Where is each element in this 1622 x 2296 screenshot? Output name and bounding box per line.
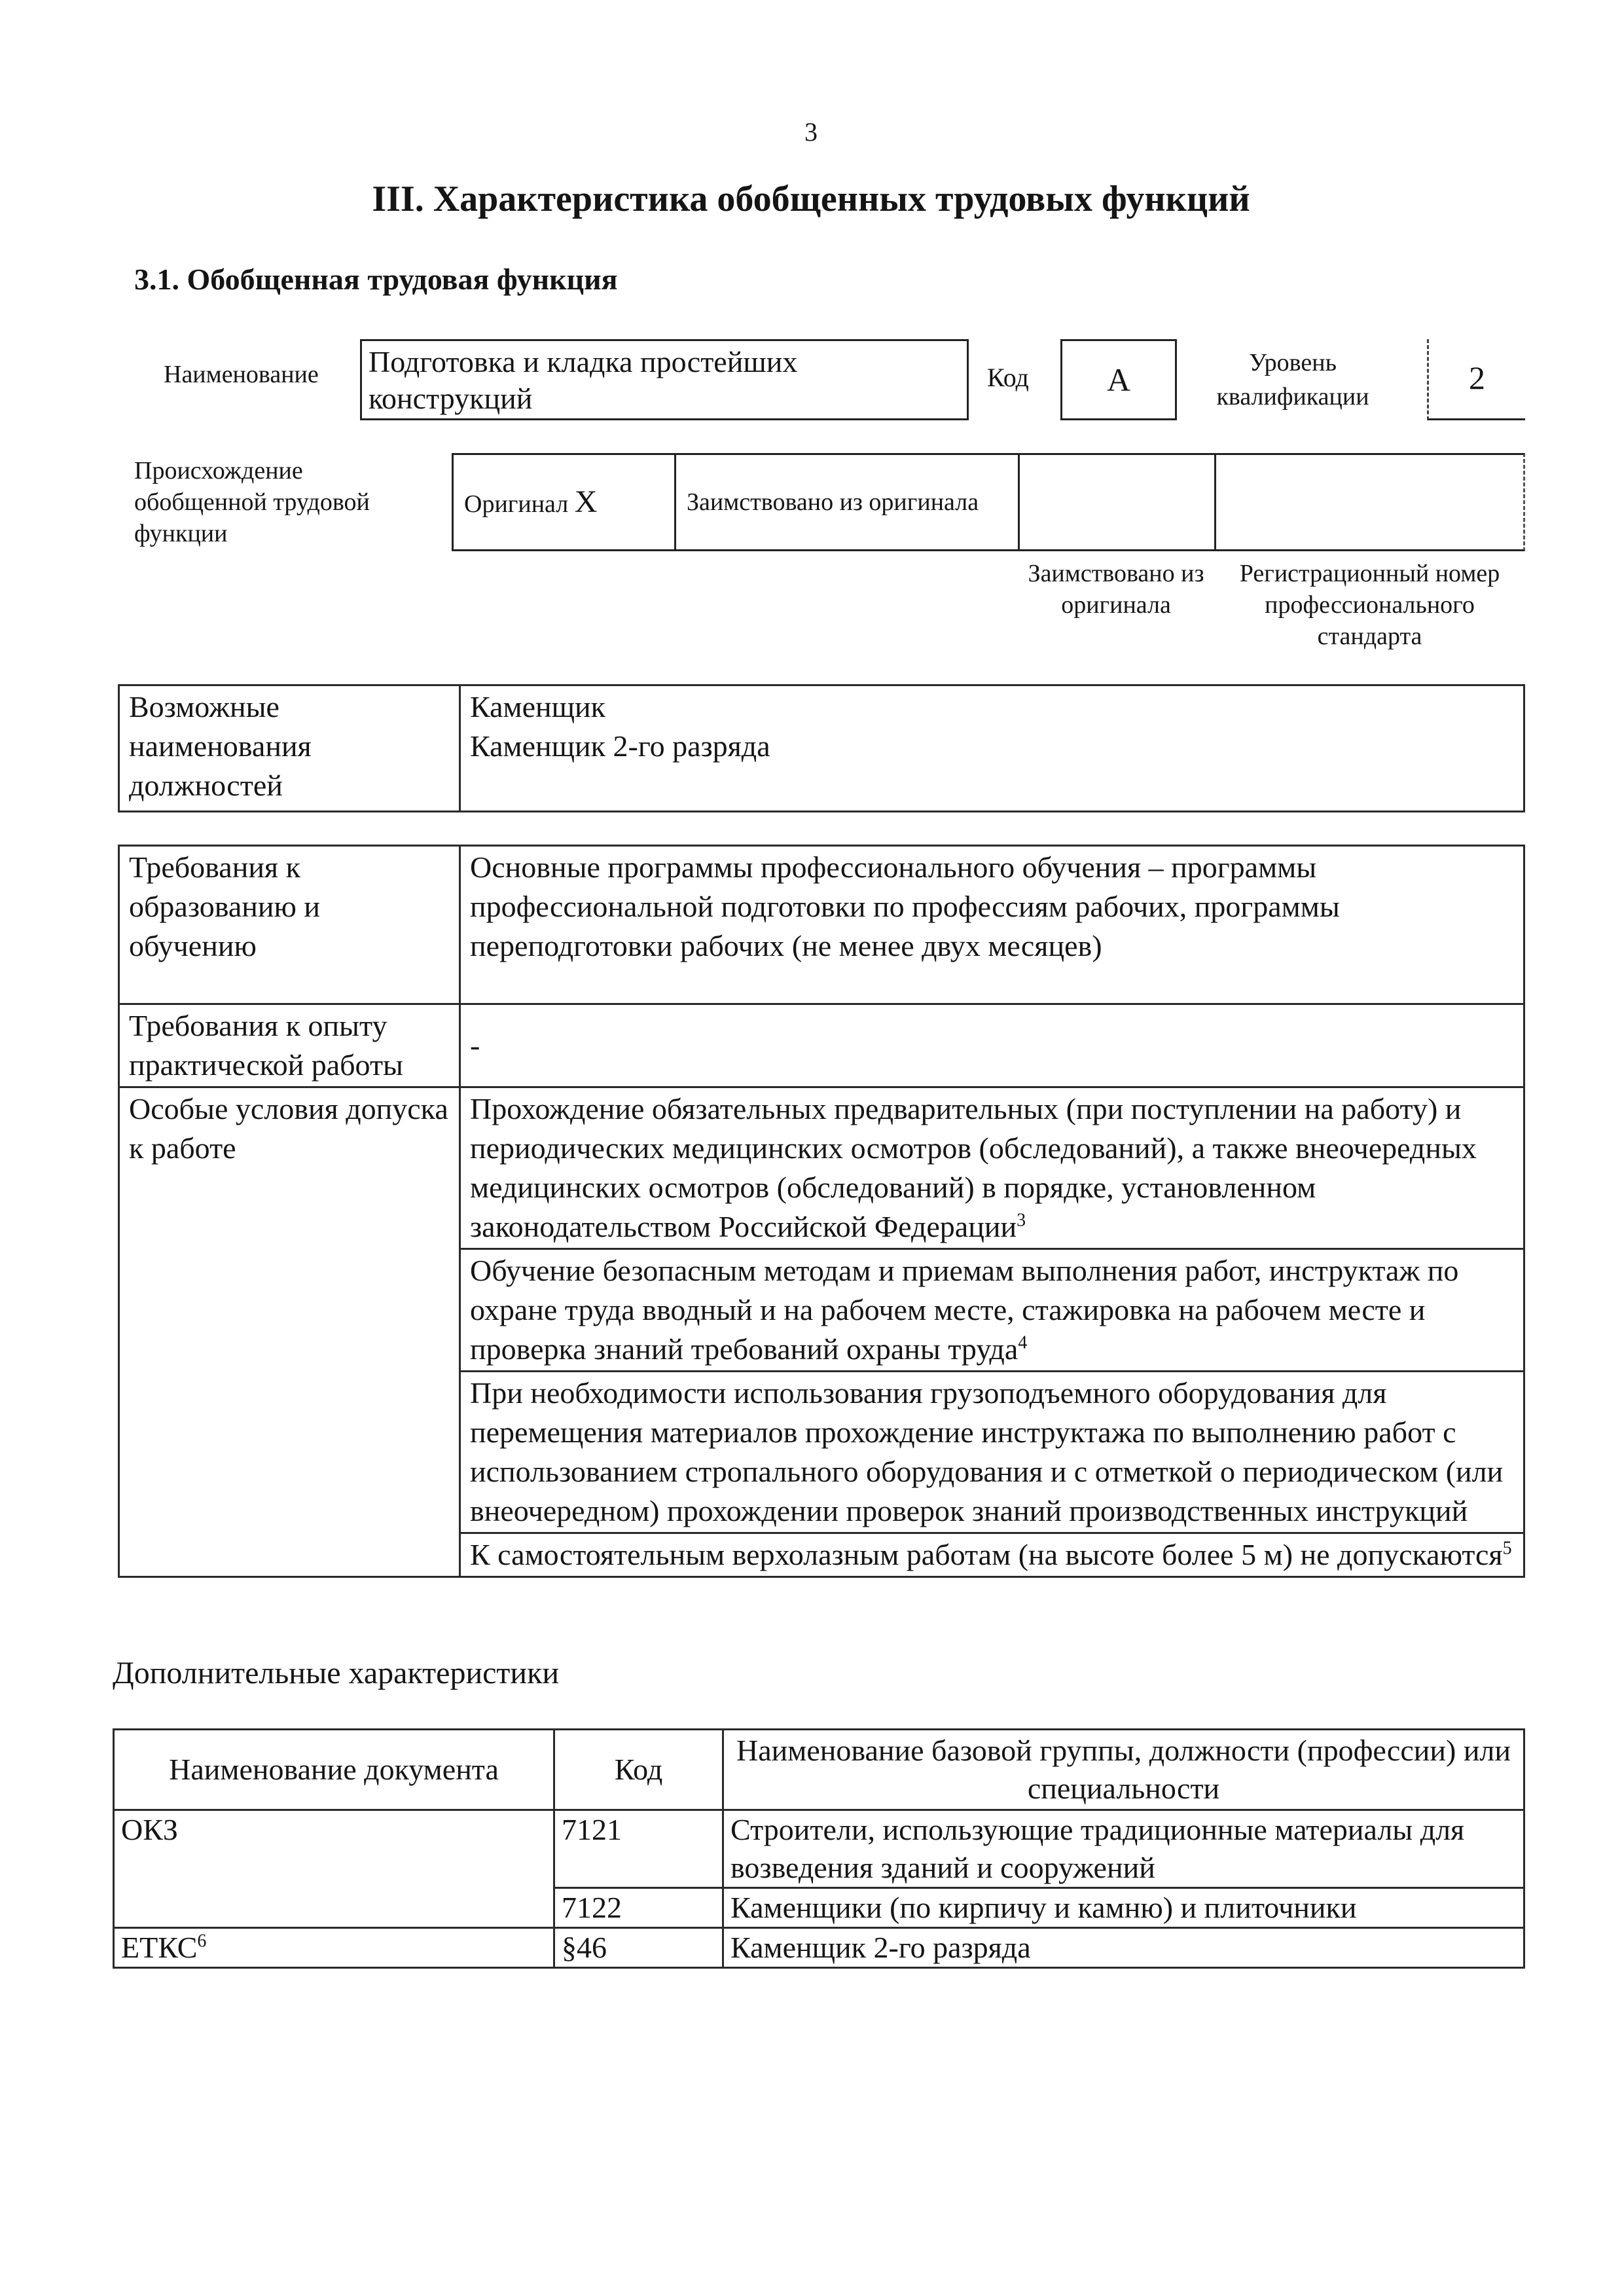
special-item [460,1087,1524,1249]
additional-table [113,1728,1525,1969]
special-item-text: К самостоятельным верхолазным работам (на высоте более 5 м) не допускаются [470,1538,1503,1571]
experience-label: Требования к опыту практической работы [119,1004,460,1087]
table-row [114,1928,1524,1968]
origin-label: Происхождение обобщенной трудовой функции [134,457,370,547]
position-item: Каменщик 2-го разряда [470,729,770,763]
experience-value: - [460,1004,1524,1087]
education-value: Основные программы профессионального обучения – программы профессиональной подготовки по профессиям рабочих, программы переподготовки рабочих (не менее двух месяцев) [460,846,1524,1004]
header-group: Наименование базовой группы, должности (профессии) или специальности [723,1730,1524,1810]
positions-label: Возможные наименования должностей [119,685,460,812]
row-code: §46 [554,1928,723,1968]
code-field: А [1060,339,1177,420]
section-title: III. Характеристика обобщенных трудовых функций [372,179,1250,219]
row-name: Каменщик 2-го разряда [723,1928,1524,1968]
row-document-text: ОКЗ [121,1813,178,1846]
position-item: Каменщик [470,690,606,723]
experience-row [119,1004,1524,1087]
footnote-ref: 5 [1502,1538,1512,1559]
row-document [114,1928,554,1968]
code-label: Код [987,363,1029,392]
row-code: 7122 [554,1888,723,1928]
special-item [460,1372,1524,1533]
table-row [114,1810,1524,1888]
special-item [460,1533,1524,1577]
education-label: Требования к образованию и обучению [119,846,460,1004]
origin-original-mark: X [574,484,598,519]
level-field: 2 [1427,339,1525,420]
special-item [460,1249,1524,1372]
footnote-ref: 3 [1017,1210,1026,1231]
footnote-ref: 4 [1018,1332,1028,1353]
positions-row [119,685,1524,812]
function-name-field: Подготовка и кладка простейших конструкций [360,339,969,420]
row-document-text: ЕТКС [121,1931,198,1964]
additional-header-row [114,1730,1524,1810]
special-item-text: Обучение безопасным методам и приемам выполнения работ, инструктаж по охране труда вводный и на рабочем месте, стажировка на рабочем месте и проверка знаний требований охраны труда [470,1254,1459,1366]
name-label: Наименование [164,361,319,388]
additional-title: Дополнительные характеристики [113,1656,560,1690]
caption-regnum: Регистрационный номер профессионального стандарта [1239,560,1500,650]
special-item-text: При необходимости использования грузоподъемного оборудования для перемещения материалов прохождение инструктажа по выполнению работ с использованием стропального оборудования и с отметкой о периодическом (или внеочередном) прохождении проверок знаний производственных инструкций [470,1376,1504,1527]
page-number: 3 [804,117,818,147]
origin-original-label: Оригинал [464,490,569,518]
origin-borrowed-empty-cell [1018,453,1214,551]
table-row [114,1888,1524,1928]
subsection-title: 3.1. Обобщенная трудовая функция [134,263,618,296]
header-document: Наименование документа [114,1730,554,1810]
header-code: Код [554,1730,723,1810]
caption-borrowed: Заимствовано из оригинала [1028,560,1204,619]
row-document [114,1888,554,1928]
origin-original-cell [452,453,674,551]
education-row [119,846,1524,1004]
row-document [114,1810,554,1888]
row-name: Строители, использующие традиционные материалы для возведения зданий и сооружений [723,1810,1524,1888]
footnote-ref: 6 [197,1931,207,1952]
row-code: 7121 [554,1810,723,1888]
row-name: Каменщики (по кирпичу и камню) и плиточники [723,1888,1524,1928]
special-item-text: Прохождение обязательных предварительных (при поступлении на работу) и периодических медицинских осмотров (обследований), а также внеочередных медицинских осмотров (обследований) в порядке, установленном законодательством Российской Федерации [470,1092,1477,1243]
positions-values [460,685,1524,812]
origin-borrowed-cell: Заимствовано из оригинала [674,453,1018,551]
special-label: Особые условия допуска к работе [119,1087,460,1577]
level-label: Уровень квалификации [1216,349,1369,410]
origin-regnum-empty-cell [1214,453,1525,551]
positions-table [118,684,1525,812]
requirements-table [118,845,1525,1578]
special-row [119,1087,1524,1249]
